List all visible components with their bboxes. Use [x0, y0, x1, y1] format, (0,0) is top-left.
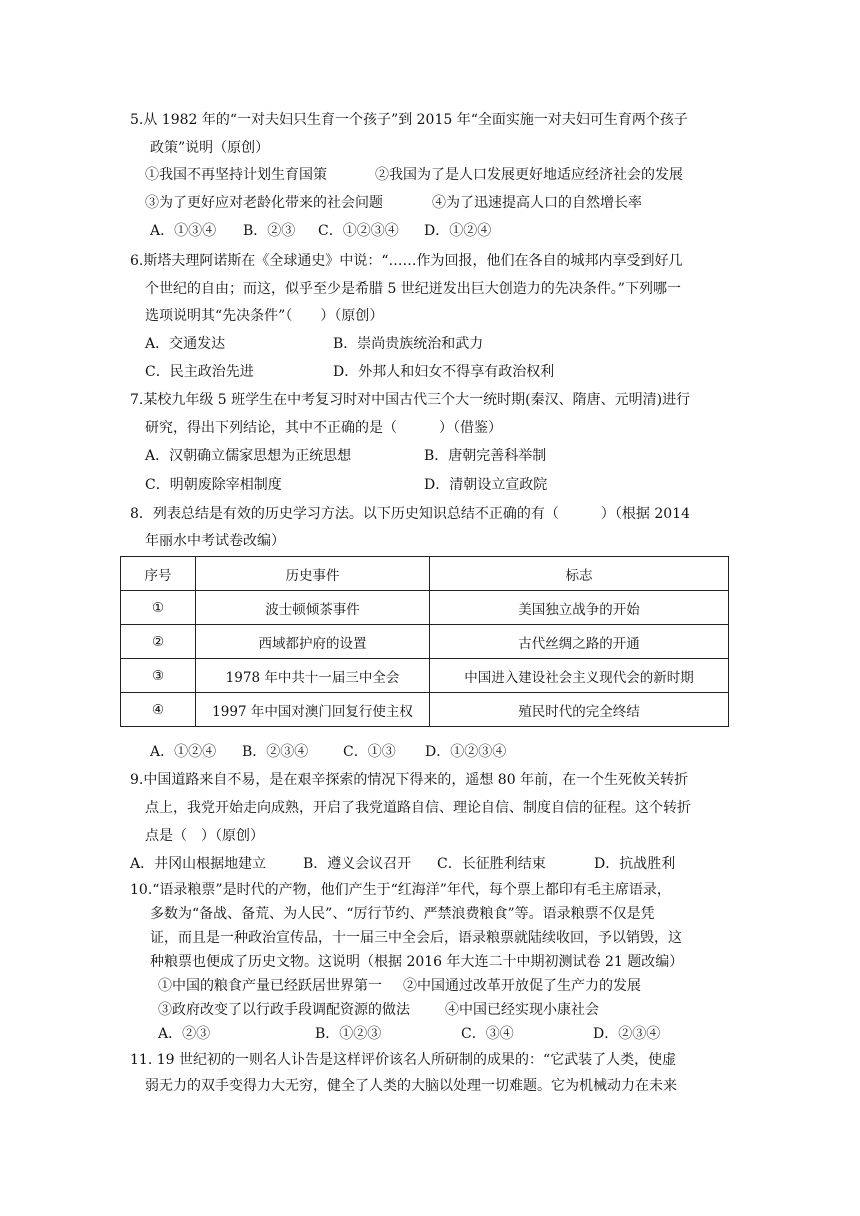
- table-header-row: [121, 557, 729, 591]
- q10-option-b: B．①②③: [315, 1026, 382, 1042]
- table-row: [121, 591, 729, 625]
- q7-stem-line1: 7.某校九年级 5 班学生在中考复习时对中国古代三个大一统时期(秦汉、隋唐、元明清)进行: [130, 392, 691, 408]
- q10-stem-line3: 证，而且是一种政治宣传品，十一届三中全会后，语录粮票就陆续收回，予以销毁，这: [150, 930, 682, 946]
- q8-option-b: B．②③④: [242, 744, 309, 760]
- table-cell: 中国进入建设社会主义现代会的新时期: [430, 659, 729, 693]
- table-cell: ②: [121, 625, 196, 659]
- q6-option-b: B．崇尚贵族统治和武力: [333, 336, 484, 352]
- q9-option-b: B．遵义会议召开: [303, 856, 412, 872]
- q9-stem-line1: 9.中国道路来自不易，是在艰辛探索的情况下得来的，遥想 80 年前，在一个生死攸关转折: [130, 772, 689, 788]
- q10-option-a: A．②③: [158, 1026, 211, 1042]
- q10-stem-line2: 多数为“备战、备荒、为人民”、“厉行节约、严禁浪费粮食”等。语录粮票不仅是凭: [150, 906, 655, 922]
- table-cell: 1997 年中国对澳门回复行使主权: [196, 693, 430, 727]
- table-header-cell: 标志: [430, 557, 729, 591]
- q5-option-d: D．①②④: [424, 223, 492, 239]
- table-cell: 古代丝绸之路的开通: [430, 625, 729, 659]
- q7-option-d: D．清朝设立宣政院: [424, 477, 548, 493]
- table-cell: ④: [121, 693, 196, 727]
- q5-stem-line2: 政策”说明（原创）: [150, 140, 270, 156]
- table-row: [121, 693, 729, 727]
- q7-option-c: C．明朝废除宰相制度: [145, 477, 282, 493]
- q10-option-d: D．②③④: [593, 1026, 661, 1042]
- table-cell: 波士顿倾茶事件: [196, 591, 430, 625]
- q8-option-a: A．①②④: [150, 744, 217, 760]
- q11-stem-line2: 弱无力的双手变得力大无穷，健全了人类的大脑以处理一切难题。它为机械动力在未来: [145, 1078, 677, 1094]
- q6-stem-line2: 个世纪的自由；而这，似乎至少是希腊 5 世纪迸发出巨大创造力的先决条件。”下列哪一: [145, 281, 681, 297]
- q8-stem-line1: 8．列表总结是有效的历史学习方法。以下历史知识总结不正确的有（ ）（根据 2014: [130, 506, 690, 522]
- q9-option-d: D．抗战胜利: [594, 856, 676, 872]
- q10-option-c: C．③④: [461, 1026, 514, 1042]
- q10-item-2: ②中国通过改革开放促了生产力的发展: [403, 978, 641, 994]
- q9-stem-line2: 点上，我党开始走向成熟，开启了我党道路自信、理论自信、制度自信的征程。这个转折: [145, 800, 691, 816]
- q10-item-3: ③政府改变了以行政手段调配资源的做法: [158, 1002, 410, 1018]
- q10-item-4: ④中国已经实现小康社会: [445, 1002, 599, 1018]
- q9-option-c: C．长征胜利结束: [437, 856, 546, 872]
- q6-option-a: A．交通发达: [145, 336, 226, 352]
- history-summary-table: [120, 556, 729, 727]
- q6-option-d: D．外邦人和妇女不得享有政治权利: [333, 364, 555, 380]
- table-header-cell: 历史事件: [196, 557, 430, 591]
- table-cell: 1978 年中共十一届三中全会: [196, 659, 430, 693]
- q7-stem-line2: 研究，得出下列结论，其中不正确的是（ ）（借鉴）: [145, 420, 502, 436]
- q5-option-c: C．①②③④: [318, 223, 399, 239]
- q5-stem-line1: 5.从 1982 年的“一对夫妇只生育一个孩子”到 2015 年“全面实施一对夫妇可生育两个孩子: [130, 112, 688, 128]
- q11-stem-line1: 11. 19 世纪初的一则名人讣告是这样评价该名人所研制的成果的：“它武装了人类，使虚: [130, 1052, 677, 1068]
- table-cell: 殖民时代的完全终结: [430, 693, 729, 727]
- q6-option-c: C．民主政治先进: [145, 364, 254, 380]
- q6-stem-line3: 选项说明其“先决条件”（ ）（原创）: [145, 308, 384, 324]
- q5-item-1: ①我国不再坚持计划生育国策: [145, 167, 327, 183]
- q5-item-2: ②我国为了是人口发展更好地适应经济社会的发展: [375, 167, 683, 183]
- table-cell: ③: [121, 659, 196, 693]
- q9-option-a: A．井冈山根据地建立: [130, 856, 267, 872]
- q8-option-c: C．①③: [343, 744, 396, 760]
- q8-option-d: D．①②③④: [425, 744, 507, 760]
- q10-stem-line4: 种粮票也便成了历史文物。这说明（根据 2016 年大连二十中期初测试卷 21 题改编）: [150, 954, 684, 970]
- q5-option-a: A．①③④: [150, 223, 217, 239]
- q7-option-b: B．唐朝完善科举制: [424, 448, 547, 464]
- q6-stem-line1: 6.斯塔夫理阿诺斯在《全球通史》中说：“……作为回报，他们在各自的城邦内享受到好几: [130, 253, 683, 269]
- table-header-cell: 序号: [121, 557, 196, 591]
- q5-item-4: ④为了迅速提高人口的自然增长率: [432, 195, 642, 211]
- q5-option-b: B．②③: [243, 223, 296, 239]
- q8-stem-line2: 年丽水中考试卷改编）: [145, 533, 285, 549]
- q9-stem-line3: 点是（ ）（原创）: [145, 828, 264, 844]
- table-cell: 美国独立战争的开始: [430, 591, 729, 625]
- table-row: [121, 659, 729, 693]
- q5-item-3: ③为了更好应对老龄化带来的社会问题: [145, 195, 383, 211]
- table-cell: ①: [121, 591, 196, 625]
- table-row: [121, 625, 729, 659]
- table-cell: 西域都护府的设置: [196, 625, 430, 659]
- q10-stem-line1: 10.“语录粮票”是时代的产物，他们产生于“红海洋”年代，每个票上都印有毛主席语录，: [130, 882, 671, 898]
- q7-option-a: A．汉朝确立儒家思想为正统思想: [145, 448, 352, 464]
- q10-item-1: ①中国的粮食产量已经跃居世界第一: [158, 978, 382, 994]
